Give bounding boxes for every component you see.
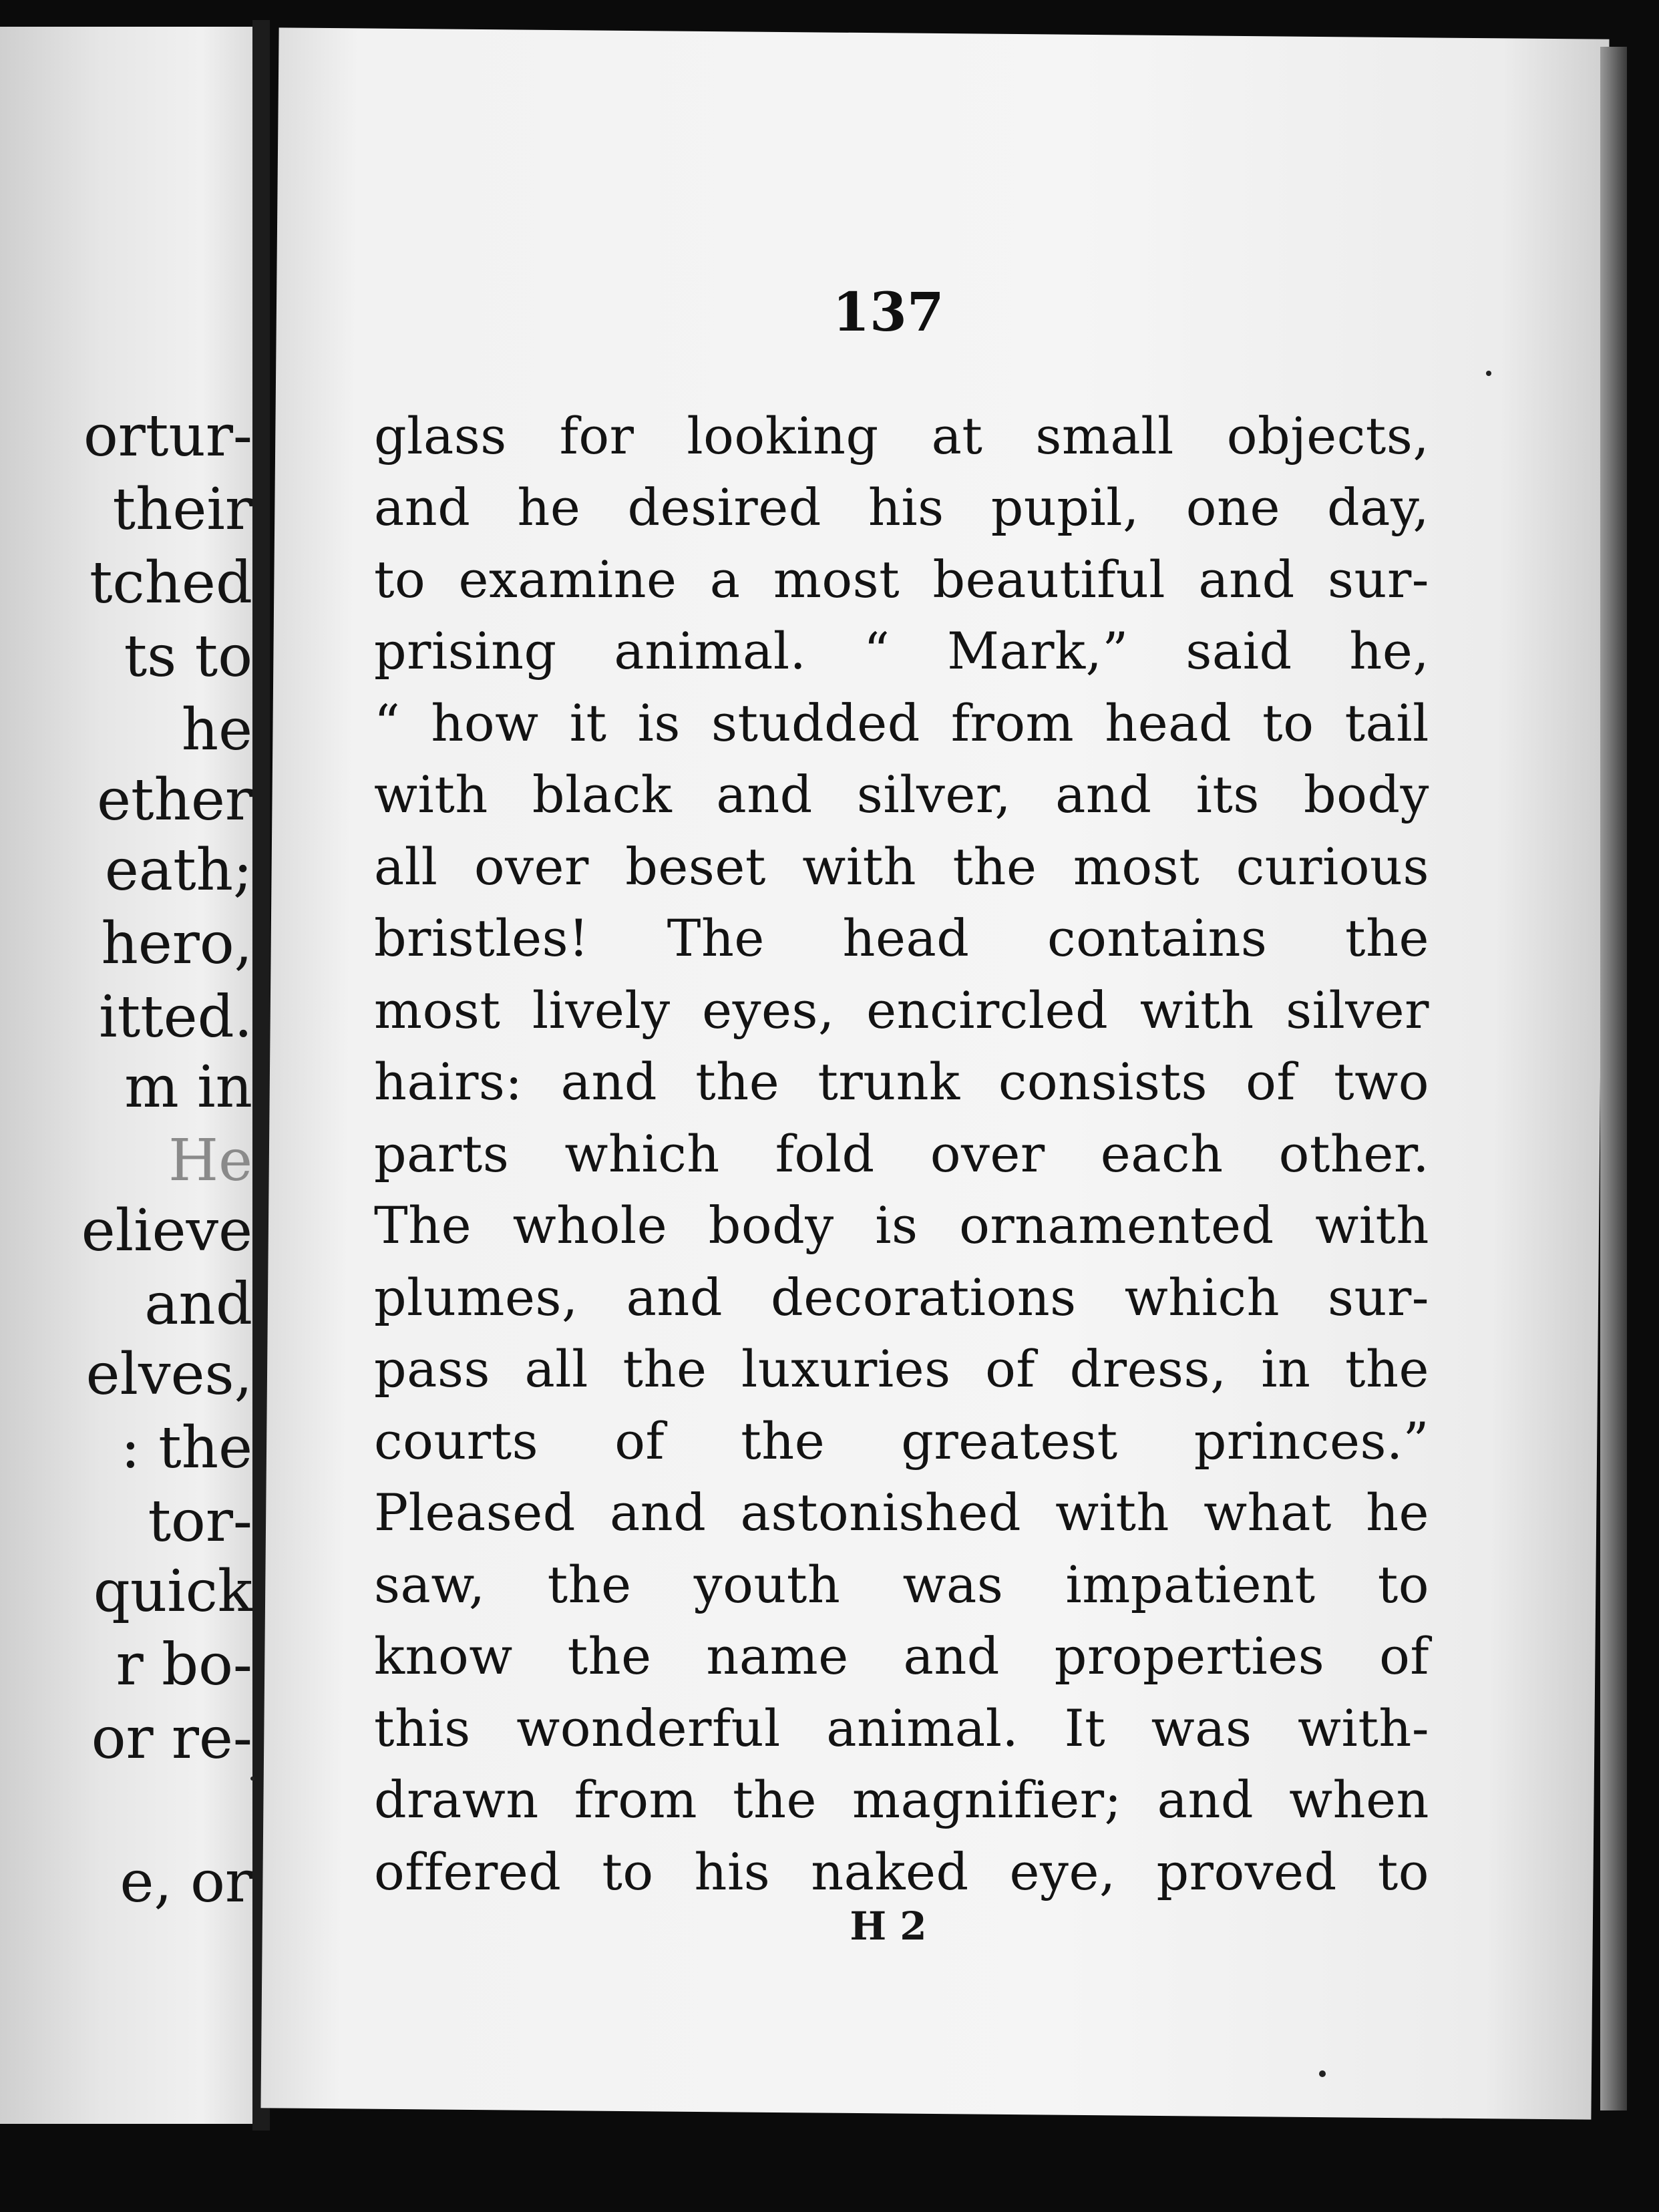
left-page-line: he	[181, 697, 252, 763]
left-page-line: tor-	[148, 1488, 252, 1555]
left-page-line: ts to	[124, 623, 252, 690]
text-line: courts of the greatest princes.”	[374, 1411, 1429, 1471]
text-line: hairs: and the trunk consists of two	[374, 1052, 1429, 1111]
text-line: “ how it is studded from head to tail	[374, 693, 1429, 753]
left-page-line: He	[168, 1127, 252, 1194]
left-page-line: and	[144, 1271, 252, 1338]
left-page-line: quick	[93, 1558, 252, 1625]
left-page-line: their	[112, 476, 252, 543]
text-line: this wonderful animal. It was with-	[374, 1698, 1429, 1758]
text-line: offered to his naked eye, proved to	[374, 1842, 1429, 1901]
text-line: glass for looking at small objects,	[374, 406, 1429, 466]
left-page-line: r bo-	[116, 1632, 252, 1698]
left-page-line: : the	[120, 1415, 252, 1481]
text-line: drawn from the magnifier; and when	[374, 1770, 1429, 1829]
text-line: plumes, and decorations which sur-	[374, 1268, 1429, 1327]
left-page-line: tched	[89, 550, 252, 616]
signature-mark: H 2	[850, 1903, 927, 1949]
text-line: to examine a most beautiful and sur-	[374, 550, 1429, 609]
left-page-line: ether	[97, 767, 252, 834]
text-line: bristles! The head contains the	[374, 908, 1429, 968]
text-line: know the name and properties of	[374, 1626, 1429, 1686]
page-number: 137	[832, 281, 944, 343]
left-page-line: itted.	[99, 984, 252, 1051]
text-line: with black and silver, and its body	[374, 765, 1429, 824]
text-line: saw, the youth was impatient to	[374, 1555, 1429, 1614]
ink-speck	[1486, 371, 1491, 376]
text-line: pass all the luxuries of dress, in the	[374, 1339, 1429, 1399]
left-page-line: eath;	[104, 837, 252, 904]
ink-speck	[250, 1777, 254, 1781]
text-line: parts which fold over each other.	[374, 1124, 1429, 1183]
text-line: and he desired his pupil, one day,	[374, 478, 1429, 537]
page-edge-shadow	[1600, 47, 1627, 2110]
text-line: most lively eyes, encircled with silver	[374, 980, 1429, 1040]
left-page-line: elieve	[81, 1197, 252, 1264]
left-page-line: hero,	[101, 910, 252, 977]
left-page-line: m in	[124, 1054, 252, 1121]
left-page-line: elves,	[85, 1341, 252, 1408]
text-line: The whole body is ornamented with	[374, 1195, 1429, 1255]
text-line: Pleased and astonished with what he	[374, 1483, 1429, 1542]
ink-speck	[1319, 2070, 1326, 2077]
text-line: all over beset with the most curious	[374, 837, 1429, 896]
text-line: prising animal. “ Mark,” said he,	[374, 621, 1429, 681]
left-page	[0, 27, 252, 2124]
left-page-line: e, or	[120, 1849, 252, 1915]
left-page-line: or re-	[91, 1705, 252, 1772]
left-page-line: ortur-	[83, 403, 252, 470]
